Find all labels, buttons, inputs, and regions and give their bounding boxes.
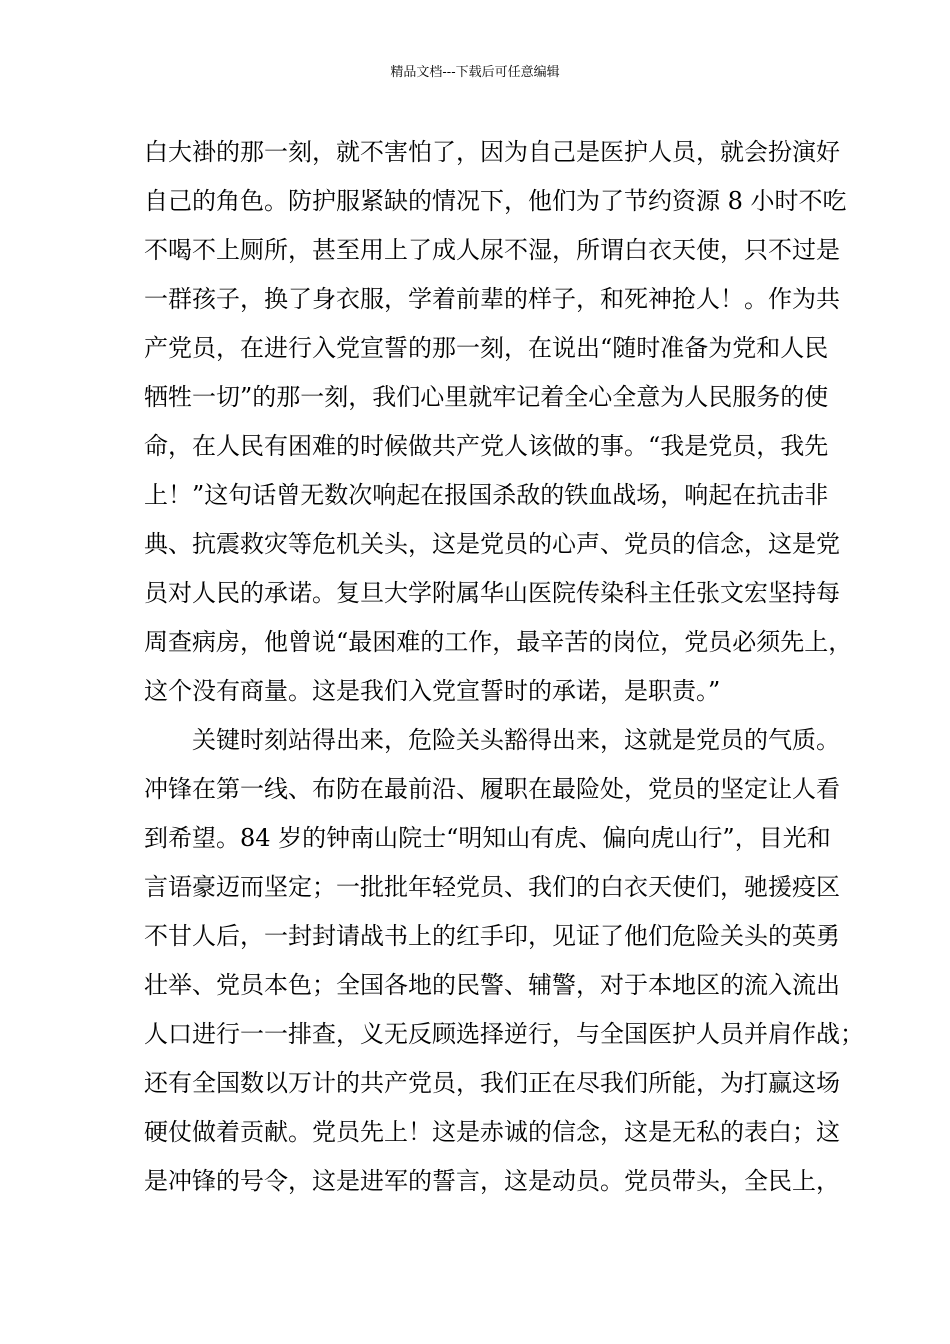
body-line: 人口进行一一排查，义无反顾选择逆行，与全国医护人员并肩作战；: [144, 1020, 864, 1048]
body-line: 到希望。84 岁的钟南山院士“明知山有虎、偏向虎山行”，目光和: [144, 824, 831, 852]
body-line: 产党员，在进行入党宣誓的那一刻，在说出“随时准备为党和人民: [144, 334, 829, 362]
body-line: 冲锋在第一线、布防在最前沿、履职在最险处，党员的坚定让人看: [144, 775, 840, 803]
body-line: 言语豪迈而坚定；一批批年轻党员、我们的白衣天使们，驰援疫区: [144, 873, 840, 901]
body-line: 是冲锋的号令，这是进军的誓言，这是动员。党员带头，全民上，: [144, 1167, 840, 1195]
body-line: 牺牲一切”的那一刻，我们心里就牢记着全心全意为人民服务的使: [144, 383, 829, 411]
body-line: 命，在人民有困难的时候做共产党人该做的事。“我是党员，我先: [144, 432, 829, 460]
body-line: 不甘人后，一封封请战书上的红手印，见证了他们危险关头的英勇: [144, 922, 840, 950]
body-line: 上！”这句话曾无数次响起在报国杀敌的铁血战场，响起在抗击非: [144, 481, 829, 509]
page-header: 精品文档---下载后可任意编辑: [390, 65, 560, 80]
body-line: 这个没有商量。这是我们入党宣誓时的承诺，是职责。”: [144, 677, 721, 705]
body-line: 典、抗震救灾等危机关头，这是党员的心声、党员的信念，这是党: [144, 530, 840, 558]
body-line: 周查病房，他曾说“最困难的工作，最辛苦的岗位，党员必须先上，: [144, 628, 853, 656]
body-line: 还有全国数以万计的共产党员，我们正在尽我们所能，为打赢这场: [144, 1069, 840, 1097]
body-line: 员对人民的承诺。复旦大学附属华山医院传染科主任张文宏坚持每: [144, 579, 840, 607]
body-line: 白大褂的那一刻，就不害怕了，因为自己是医护人员，就会扮演好: [144, 138, 840, 166]
paragraph-first-line: 关键时刻站得出来，危险关头豁得出来，这就是党员的气质。: [192, 726, 840, 754]
body-line: 壮举、党员本色；全国各地的民警、辅警，对于本地区的流入流出: [144, 971, 840, 999]
body-line: 一群孩子，换了身衣服，学着前辈的样子，和死神抢人！。作为共: [144, 285, 840, 313]
body-line: 自己的角色。防护服紧缺的情况下，他们为了节约资源 8 小时不吃: [144, 187, 847, 215]
body-line: 不喝不上厕所，甚至用上了成人尿不湿，所谓白衣天使，只不过是: [144, 236, 840, 264]
body-line: 硬仗做着贡献。党员先上！这是赤诚的信念，这是无私的表白；这: [144, 1118, 840, 1146]
